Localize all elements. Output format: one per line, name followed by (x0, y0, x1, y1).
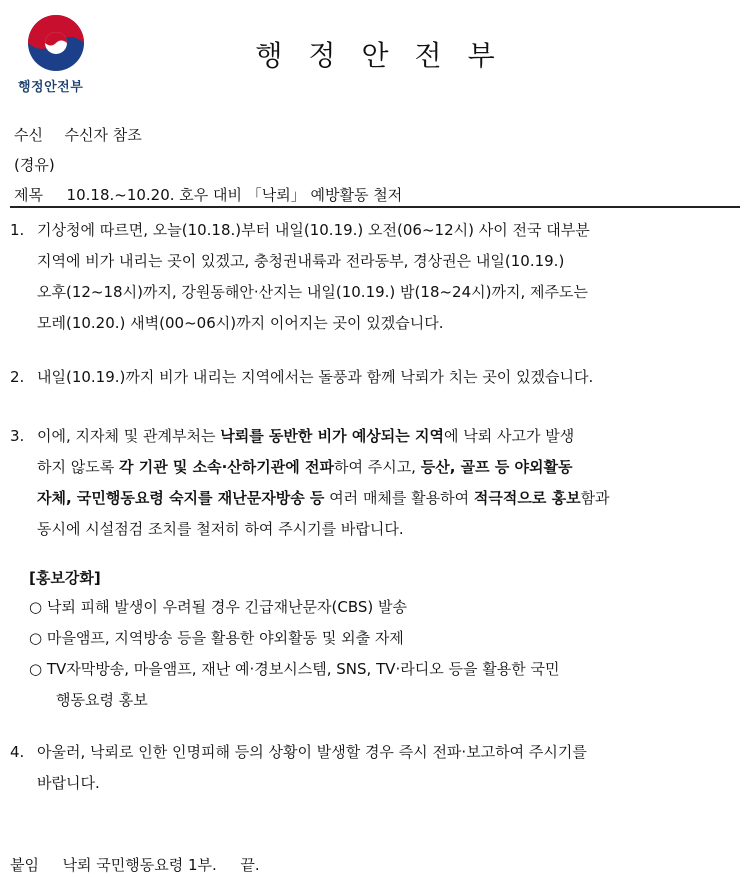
promo-bullet-text: TV자막방송, 마을앰프, 재난 예·경보시스템, SNS, TV·라디오 등을 활용한 국민 (46, 660, 560, 678)
item3-text: 하여 주시고, (333, 458, 421, 476)
promo-bullet-text: 낙뢰 피해 발생이 우려될 경우 긴급재난문자(CBS) 발송 (46, 598, 408, 616)
item1-number: 1. (10, 221, 25, 239)
circle-bullet-icon: ○ (29, 660, 43, 678)
promo-bullet (29, 654, 559, 685)
header-divider (10, 206, 740, 208)
item2-number: 2. (10, 368, 25, 386)
item3-paragraph (37, 421, 610, 545)
item3-text: 에 낙뢰 사고가 발생 (444, 427, 575, 445)
item3-line (37, 452, 610, 483)
item3-emphasis: 등산, 골프 등 야외활동 (420, 458, 573, 476)
item3-line: 동시에 시설점검 조치를 철저히 하여 주시기를 바랍니다. (37, 520, 404, 538)
item3-emphasis: 낙뢰를 동반한 비가 예상되는 지역 (220, 427, 444, 445)
item3-line (37, 421, 610, 452)
item3-text: 함과 (580, 489, 610, 507)
subject-row (14, 184, 402, 205)
promo-bullet (29, 592, 559, 623)
item1-line: 기상청에 따르면, 오늘(10.18.)부터 내일(10.19.) 오전(06~12시) 사이 전국 대부분 (37, 221, 590, 239)
item2-text: 내일(10.19.)까지 비가 내리는 지역에서는 돌풍과 함께 낙뢰가 치는 곳이 있겠습니다. (37, 368, 594, 386)
item4-paragraph (37, 737, 587, 799)
item3-emphasis: 자체, 국민행동요령 숙지를 재난문자방송 등 (37, 489, 325, 507)
subject-value: 10.18.~10.20. 호우 대비 「낙뢰」 예방활동 철저 (66, 186, 403, 204)
promo-bullet-text: 마을앰프, 지역방송 등을 활용한 야외활동 및 외출 자제 (46, 629, 404, 647)
item3-text: 여러 매체를 활용하여 (324, 489, 474, 507)
attachment-value: 낙뢰 국민행동요령 1부. (62, 856, 217, 874)
item3-line (37, 483, 610, 514)
item3-text: 이에, 지자체 및 관계부처는 (37, 427, 221, 445)
item3-text: 하지 않도록 (37, 458, 119, 476)
item1-line: 모레(10.20.) 새벽(00~06시)까지 이어지는 곳이 있겠습니다. (37, 314, 444, 332)
attachment-row (10, 854, 260, 875)
promo-bullet-continuation: 행동요령 홍보 (56, 691, 148, 709)
item1-paragraph (37, 215, 590, 339)
attachment-label: 붙임 (10, 856, 39, 874)
promo-heading: [홍보강화] (29, 569, 101, 587)
item4-line: 아울러, 낙뢰로 인한 인명피해 등의 상황이 발생할 경우 즉시 전파·보고하여 주시기를 (37, 743, 587, 761)
subject-label: 제목 (14, 186, 43, 204)
recipient-label: 수신 (14, 126, 43, 144)
item3-emphasis: 각 기관 및 소속·산하기관에 전파 (119, 458, 334, 476)
via-label: (경유) (14, 156, 55, 174)
item4-number: 4. (10, 743, 25, 761)
circle-bullet-icon: ○ (29, 598, 43, 616)
item4-line: 바랍니다. (37, 774, 100, 792)
recipient-value: 수신자 참조 (64, 126, 142, 144)
document-title: 행정안전부 (255, 39, 521, 72)
end-mark: 끝. (240, 856, 260, 874)
item1-line: 오후(12~18시)까지, 강원동해안·산지는 내일(10.19.) 밤(18~24시)까지, 제주도는 (37, 283, 588, 301)
circle-bullet-icon: ○ (29, 629, 43, 647)
promo-bullet (29, 623, 559, 654)
item1-line: 지역에 비가 내리는 곳이 있겠고, 충청권내륙과 전라동부, 경상권은 내일(10.19.) (37, 252, 565, 270)
item3-emphasis: 적극적으로 홍보 (473, 489, 581, 507)
org-logo-text: 행정안전부 (18, 80, 84, 95)
promo-bullet-list (29, 592, 559, 716)
item3-number: 3. (10, 427, 25, 445)
recipient-row (14, 124, 142, 145)
